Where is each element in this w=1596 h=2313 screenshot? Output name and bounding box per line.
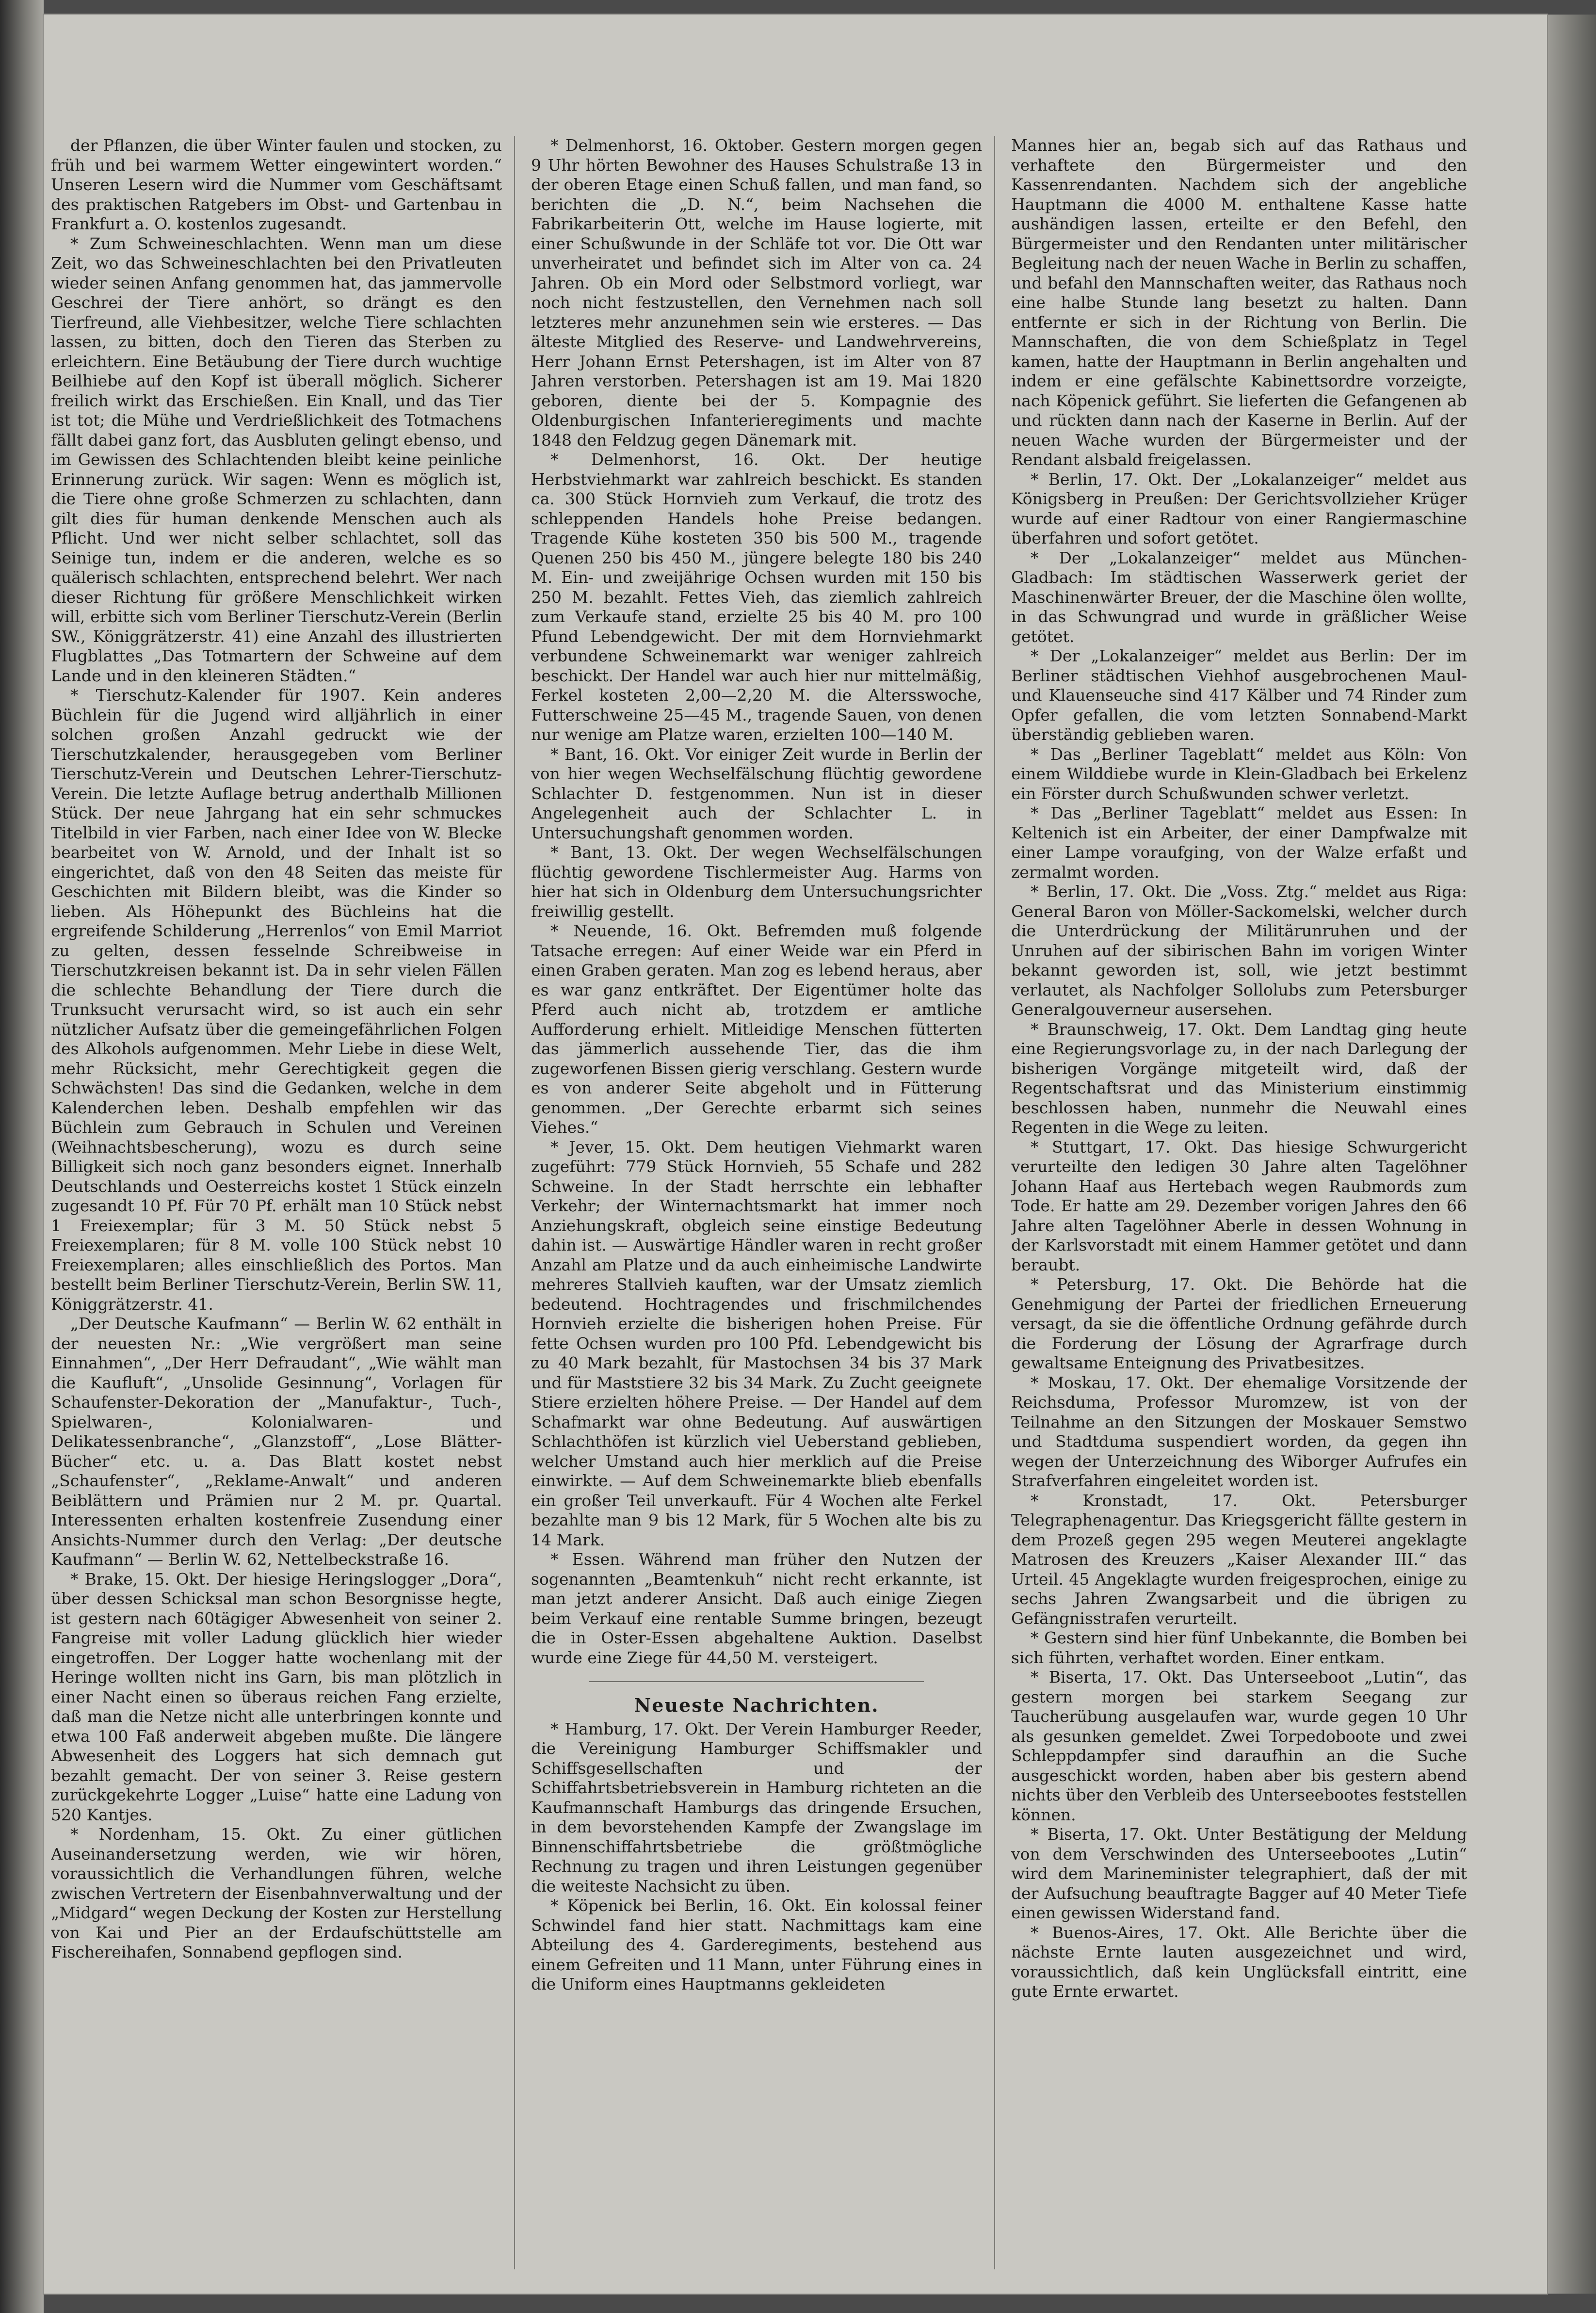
paragraph: * Biserta, 17. Okt. Das Unterseeboot „Lutin“, das gestern morgen bei starkem Seegang zur Taucherübung ausgelaufen war, wurde gegen 10 Uhr als gesunken gemeldet. Zwei Torpedoboote und zwei Schleppdampfer sind daraufhin an die Suche ausgeschickt worden, haben aber bis gestern abend nichts über den Verbleib des Unterseebootes feststellen können.: [1011, 1668, 1467, 1824]
paragraph: * Buenos-Aires, 17. Okt. Alle Berichte über die nächste Ernte lauten ausgezeichnet und wird, voraussichtlich, daß kein Unglücksfall eintritt, eine gute Ernte erwartet.: [1011, 1923, 1467, 2001]
column-2: [531, 136, 982, 2269]
paragraph: * Biserta, 17. Okt. Unter Bestätigung der Meldung von dem Verschwinden des Unterseebootes „Lutin“ wird dem Marineminister telegraphiert, daß der mit der Aufsuchung beauftragte Bagger auf 40 Meter Tiefe einen gewissen Widerstand fand.: [1011, 1825, 1467, 1922]
paragraph: * Hamburg, 17. Okt. Der Verein Hamburger Reeder, die Vereinigung Hamburger Schiffsmakler und Schiffsgesellschaften und der Schiffahrtsbetriebsverein in Hamburg richteten an die Kaufmannschaft Hamburgs das dringende Ersuchen, in dem bevorstehenden Kampfe der Zwangslage im Binnenschiffahrtsbetriebe die größtmögliche Rechnung zu tragen und ihren Leistungen gegenüber die weiteste Nachsicht zu üben.: [531, 1719, 982, 1895]
column-separator: [994, 136, 995, 2269]
paragraph: * Delmenhorst, 16. Oktober. Gestern morgen gegen 9 Uhr hörten Bewohner des Hauses Schulstraße 13 in der oberen Etage einen Schuß fallen, und man fand, so berichten die „D. N.“, beim Nachsehen die Fabrikarbeiterin Ott, welche im Hause logierte, mit einer Schußwunde in der Schläfe tot vor. Die Ott war unverheiratet und befindet sich im Alter von ca. 24 Jahren. Ob ein Mord oder Selbstmord vorliegt, war noch nicht festzustellen, den Vernehmen nach soll letzteres mehr anzunehmen sein wie ersteres. — Das älteste Mitglied des Reserve- und Landwehrvereins, Herr Johann Ernst Petershagen, ist im Alter von 87 Jahren verstorben. Petershagen ist am 19. Mai 1820 geboren, diente bei der 5. Kompagnie des Oldenburgischen Infanterieregiments und machte 1848 den Feldzug gegen Dänemark mit.: [531, 136, 982, 450]
paragraph: * Der „Lokalanzeiger“ meldet aus München-Gladbach: Im städtischen Wasserwerk geriet der Maschinenwärter Breuer, der die Maschine ölen wollte, in das Schwungrad und wurde in gräßlicher Weise getötet.: [1011, 548, 1467, 646]
column-1: [51, 136, 502, 2269]
paragraph: * Kronstadt, 17. Okt. Petersburger Telegraphenagentur. Das Kriegsgericht fällte gestern in dem Prozeß gegen 295 wegen Meuterei angeklagte Matrosen des Kreuzers „Kaiser Alexander III.“ das Urteil. 45 Angeklagte wurden freigesprochen, einige zu sechs Jahren Zwangsarbeit und die übrigen zu Gefängnisstrafen verurteilt.: [1011, 1491, 1467, 1628]
column-3: [1011, 136, 1467, 2269]
paragraph: * Bant, 13. Okt. Der wegen Wechselfälschungen flüchtig gewordene Tischlermeister Aug. Harms von hier hat sich in Oldenburg dem Untersuchungsrichter freiwillig gestellt.: [531, 843, 982, 921]
paragraph: * Tierschutz-Kalender für 1907. Kein anderes Büchlein für die Jugend wird alljährlich in einer solchen großen Anzahl gedruckt wie der Tierschutzkalender, herausgegeben vom Berliner Tierschutz-Verein und Deutschen Lehrer-Tierschutz-Verein. Die letzte Auflage betrug anderthalb Millionen Stück. Der neue Jahrgang hat ein sehr schmuckes Titelbild in vier Farben, nach einer Idee von W. Blecke bearbeitet von W. Arnold, und der Inhalt ist so eingerichtet, daß von den 48 Seiten das meiste für Geschichten mit Bildern bleibt, was die Kinder so lieben. Als Höhepunkt des Büchleins hat die ergreifende Schilderung „Herrenlos“ von Emil Marriot zu gelten, dessen fesselnde Schreibweise in Tierschutzkreisen bekannt ist. Da in sehr vielen Fällen die schlechte Behandlung der Tiere durch die Trunksucht verursacht wird, so ist auch ein sehr nützlicher Aufsatz über die gemeingefährlichen Folgen des Alkohols aufgenommen. Mehr Liebe in diese Welt, mehr Rücksicht, mehr Gerechtigkeit gegen die Schwächsten! Das sind die Gedanken, welche in dem Kalenderchen leben. Deshalb empfehlen wir das Büchlein zum Gebrauch in Schulen und Vereinen (Weihnachtsbescherung), wozu es durch seine Billigkeit sich noch ganz besonders eignet. Innerhalb Deutschlands und Oesterreichs kostet 1 Stück einzeln zugesandt 10 Pf. Für 70 Pf. erhält man 10 Stück nebst 1 Freiexemplar; für 3 M. 50 Stück nebst 5 Freiexemplaren; für 8 M. volle 100 Stück nebst 10 Freiexemplaren; alles einschließlich des Portos. Man bestellt beim Berliner Tierschutz-Verein, Berlin SW. 11, Königgrätzerstr. 41.: [51, 686, 502, 1314]
paragraph: * Berlin, 17. Okt. Die „Voss. Ztg.“ meldet aus Riga: General Baron von Möller-Sackomelski, welcher durch die Unterdrückung der Militärunruhen und der Unruhen auf der sibirischen Bahn im vorigen Winter bekannt geworden ist, soll, wie jetzt bestimmt verlautet, als Nachfolger Sollolubs zum Petersburger Generalgouverneur ausersehen.: [1011, 882, 1467, 1019]
section-divider: [589, 1681, 924, 1682]
paragraph: * Köpenick bei Berlin, 16. Okt. Ein kolossal feiner Schwindel fand hier statt. Nachmittags kam eine Abteilung des 4. Garderegiments, bestehend aus einem Gefreiten und 11 Mann, unter Führung eines in die Uniform eines Hauptmanns gekleideten: [531, 1896, 982, 1993]
paragraph: * Essen. Während man früher den Nutzen der sogenannten „Beamtenkuh“ nicht recht erkannte, ist man jetzt anderer Ansicht. Daß auch einige Ziegen beim Verkauf eine rentable Summe bringen, bezeugt die in Oster-Essen abgehaltene Auktion. Daselbst wurde eine Ziege für 44,50 M. versteigert.: [531, 1550, 982, 1667]
paragraph: * Gestern sind hier fünf Unbekannte, die Bomben bei sich führten, verhaftet worden. Einer entkam.: [1011, 1628, 1467, 1667]
paragraph: * Das „Berliner Tageblatt“ meldet aus Köln: Von einem Wilddiebe wurde in Klein-Gladbach bei Erkelenz ein Förster durch Schußwunden schwer verletzt.: [1011, 744, 1467, 803]
page-stack-edge: [1547, 15, 1596, 2294]
section-heading: Neueste Nachrichten.: [634, 1694, 879, 1716]
paragraph: * Berlin, 17. Okt. Der „Lokalanzeiger“ meldet aus Königsberg in Preußen: Der Gerichtsvollzieher Krüger wurde auf einer Radtour von einer Rangiermaschine überfahren und sofort getötet.: [1011, 469, 1467, 547]
paragraph: * Zum Schweineschlachten. Wenn man um diese Zeit, wo das Schweineschlachten bei den Privatleuten wieder seinen Anfang genommen hat, das jammervolle Geschrei der Tiere anhört, so drängt es den Tierfreund, alle Viehbesitzer, welche Tiere schlachten lassen, zu bitten, doch den Tieren das Sterben zu erleichtern. Eine Betäubung der Tiere durch wuchtige Beilhiebe auf den Kopf ist überall möglich. Sicherer freilich wirkt das Erschießen. Ein Knall, und das Tier ist tot; die Mühe und Verdrießlichkeit des Totmachens fällt dabei ganz fort, das Ausbluten gelingt ebenso, und im Gewissen des Schlachtenden bleibt keine peinliche Erinnerung zurück. Wir sagen: Wenn es möglich ist, die Tiere ohne große Schmerzen zu schlachten, dann gilt dies für human denkende Menschen auch als Pflicht. Und wer nicht selber schlachtet, soll das Seinige tun, indem er die anderen, welche es so quälerisch schlachten, entsprechend belehrt. Wer nach dieser Richtung für größere Menschlichkeit wirken will, erbitte sich vom Berliner Tierschutz-Verein (Berlin SW., Königgrätzerstr. 41) eine Anzahl des illustrierten Flugblattes „Das Totmartern der Schweine auf dem Lande und in den kleineren Städten.“: [51, 234, 502, 685]
newspaper-page: [44, 15, 1547, 2294]
paragraph: * Stuttgart, 17. Okt. Das hiesige Schwurgericht verurteilte den ledigen 30 Jahre alten Tagelöhner Johann Haaf aus Hertebach wegen Raubmords zum Tode. Er hatte am 29. Dezember vorigen Jahres den 66 Jahre alten Tagelöhner Aberle in dessen Wohnung in der Karlsvorstadt mit einem Hammer getötet und dann beraubt.: [1011, 1137, 1467, 1274]
paragraph: * Jever, 15. Okt. Dem heutigen Viehmarkt waren zugeführt: 779 Stück Hornvieh, 55 Schafe und 282 Schweine. In der Stadt herrschte ein lebhafter Verkehr; der Winternachtsmarkt hat immer noch Anziehungskraft, obgleich seine einstige Bedeutung dahin ist. — Auswärtige Händler waren in recht großer Anzahl am Platze und da auch einheimische Landwirte mehreres Stallvieh kauften, war der Umsatz ziemlich bedeutend. Hochtragendes und frischmilchendes Hornvieh erzielte die bisherigen hohen Preise. Für fette Ochsen wurden pro 100 Pfd. Lebendgewicht bis zu 40 Mark bezahlt, für Mastochsen 34 bis 37 Mark und für Maststiere 32 bis 34 Mark. Zu Zucht geeignete Stiere erzielten höhere Preise. — Der Handel auf dem Schafmarkt war ohne Bedeutung. Auf auswärtigen Schlachthöfen ist kürzlich viel Ueberstand geblieben, welcher Umstand auch hier merklich auf die Preise einwirkte. — Auf dem Schweinemarkte blieb ebenfalls ein großer Teil unverkauft. Für 4 Wochen alte Ferkel bezahlte man 9 bis 12 Mark, für 5 Wochen alte bis zu 14 Mark.: [531, 1137, 982, 1549]
column-separator: [514, 136, 515, 2269]
paragraph: * Brake, 15. Okt. Der hiesige Heringslogger „Dora“, über dessen Schicksal man schon Besorgnisse hegte, ist gestern nach 60tägiger Abwesenheit von seiner 2. Fangreise mit voller Ladung glücklich hier wieder eingetroffen. Der Logger hatte wochenlang mit der Heringe wollten nicht ins Garn, bis man plötzlich in einer Nacht einen so überaus reichen Fang erzielte, daß man die Netze nicht alle unterbringen konnte und etwa 100 Faß anderweit abgeben mußte. Die längere Abwesenheit des Loggers hat sich demnach gut bezahlt gemacht. Der von seiner 3. Reise gestern zurückgekehrte Logger „Luise“ hatte eine Ladung von 520 Kantjes.: [51, 1569, 502, 1824]
paragraph: * Moskau, 17. Okt. Der ehemalige Vorsitzende der Reichsduma, Professor Muromzew, ist von der Teilnahme an den Sitzungen der Moskauer Semstwo und Stadtduma suspendiert worden, da gegen ihn wegen der Unterzeichnung des Wiborger Aufrufes ein Strafverfahren eingeleitet worden ist.: [1011, 1373, 1467, 1490]
paragraph: * Petersburg, 17. Okt. Die Behörde hat die Genehmigung der Partei der friedlichen Erneuerung versagt, da sie die öffentliche Ordnung gefährde durch die Forderung der Lösung der Agrarfrage durch gewaltsame Enteignung des Privatbesitzes.: [1011, 1275, 1467, 1372]
paragraph: * Der „Lokalanzeiger“ meldet aus Berlin: Der im Berliner städtischen Viehhof ausgebrochenen Maul- und Klauenseuche sind 417 Kälber und 74 Rinder zum Opfer gefallen, die vom letzten Sonnabend-Markt überständig geblieben waren.: [1011, 646, 1467, 744]
adjacent-page-edge: [0, 0, 44, 2313]
paragraph: * Das „Berliner Tageblatt“ meldet aus Essen: In Keltenich ist ein Arbeiter, der einer Dampfwalze mit einer Lampe voraufging, von der Walze erfaßt und zermalmt worden.: [1011, 803, 1467, 882]
paragraph: * Braunschweig, 17. Okt. Dem Landtag ging heute eine Regierungsvorlage zu, in der nach Darlegung der bisherigen Vorgänge mitgeteilt wird, daß der Regentschaftsrat und das Ministerium einstimmig beschlossen haben, nunmehr die Neuwahl eines Regenten in die Wege zu leiten.: [1011, 1019, 1467, 1137]
paragraph: * Neuende, 16. Okt. Befremden muß folgende Tatsache erregen: Auf einer Weide war ein Pferd in einen Graben geraten. Man zog es lebend heraus, aber es war ganz entkräftet. Der Eigentümer holte das Pferd auch nicht ab, trotzdem er amtliche Aufforderung erhielt. Mitleidige Menschen fütterten das jämmerlich aussehende Tier, das die ihm zugeworfenen Bissen gierig verschlang. Gestern wurde es von anderer Seite abgeholt und in Fütterung genommen. „Der Gerechte erbarmt sich seines Viehes.“: [531, 921, 982, 1137]
paragraph: der Pflanzen, die über Winter faulen und stocken, zu früh und bei warmem Wetter eingewintert worden.“ Unseren Lesern wird die Nummer vom Geschäftsamt des praktischen Ratgebers im Obst- und Gartenbau in Frankfurt a. O. kostenlos zugesandt.: [51, 136, 502, 233]
paragraph: * Nordenham, 15. Okt. Zu einer gütlichen Auseinandersetzung werden, wie wir hören, voraussichtlich die Verhandlungen führen, welche zwischen Vertretern der Eisenbahnverwaltung und der „Midgard“ wegen Deckung der Kosten zur Herstellung von Kai und Pier an der Erdaufschüttstelle am Fischereihafen, Sonnabend gepflogen sind.: [51, 1825, 502, 1961]
paragraph: Mannes hier an, begab sich auf das Rathaus und verhaftete den Bürgermeister und den Kassenrendanten. Nachdem sich der angebliche Hauptmann die 4000 M. enthaltene Kasse hatte aushändigen lassen, erteilte er den Befehl, den Bürgermeister und den Rendanten unter militärischer Begleitung nach der neuen Wache in Berlin zu schaffen, und befahl den Mannschaften weiter, das Rathaus noch eine halbe Stunde lang besetzt zu halten. Dann entfernte er sich in der Richtung von Berlin. Die Mannschaften, die von dem Schießplatz in Tegel kamen, hatte der Hauptmann in Berlin angehalten und indem er eine gefälschte Kabinettsordre vorzeigte, nach Köpenick geführt. Sie lieferten die Gefangenen ab und rückten dann nach der Kaserne in Berlin. Auf der neuen Wache wurden der Bürgermeister und der Rendant alsbald freigelassen.: [1011, 136, 1467, 469]
paragraph: * Delmenhorst, 16. Okt. Der heutige Herbstviehmarkt war zahlreich beschickt. Es standen ca. 300 Stück Hornvieh zum Verkauf, die trotz des schleppenden Handels hohe Preise bedangen. Tragende Kühe kosteten 350 bis 500 M., tragende Quenen 250 bis 450 M., jüngere belegte 180 bis 240 M. Ein- und zweijährige Ochsen wurden mit 150 bis 250 M. bezahlt. Fettes Vieh, das ziemlich zahlreich zum Verkaufe stand, erzielte 25 bis 40 M. pro 100 Pfund Lebendgewicht. Der mit dem Hornviehmarkt verbundene Schweinemarkt war weniger zahlreich beschickt. Der Handel war auch hier nur mittelmäßig, Ferkel kosteten 2,00—2,20 M. die Altersswoche, Futterschweine 25—45 M., tragende Sauen, von denen nur wenige am Platze waren, erzielten 100—140 M.: [531, 450, 982, 744]
paragraph: „Der Deutsche Kaufmann“ — Berlin W. 62 enthält in der neuesten Nr.: „Wie vergrößert man seine Einnahmen“, „Der Herr Defraudant“, „Wie wählt man die Kaufluft“, „Unsolide Gesinnung“, Vorlagen für Schaufenster-Dekoration der „Manufaktur-, Tuch-, Spielwaren-, Kolonialwaren- und Delikatessenbranche“, „Glanzstoff“, „Lose Blätter-Bücher“ etc. u. a. Das Blatt kostet nebst „Schaufenster“, „Reklame-Anwalt“ und anderen Beiblättern und Prämien nur 2 M. pr. Quartal. Interessenten erhalten kostenfreie Zusendung einer Ansichts-Nummer durch den Verlag: „Der deutsche Kaufmann“ — Berlin W. 62, Nettelbeckstraße 16.: [51, 1314, 502, 1569]
paragraph: * Bant, 16. Okt. Vor einiger Zeit wurde in Berlin der von hier wegen Wechselfälschung flüchtig gewordene Schlachter D. festgenommen. Nun ist in dieser Angelegenheit auch der Schlachter L. in Untersuchungshaft genommen worden.: [531, 744, 982, 842]
